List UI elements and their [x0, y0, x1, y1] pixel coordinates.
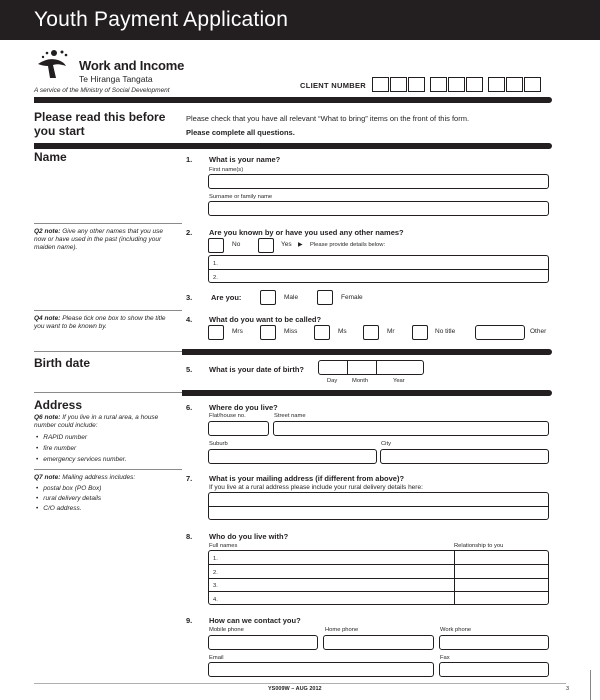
home-phone-label: Home phone	[325, 627, 359, 633]
title-no-title-checkbox[interactable]	[412, 325, 428, 340]
city-label: City	[381, 441, 391, 447]
form-title: Youth Payment Application	[34, 8, 289, 31]
intro-line-2: Please complete all questions.	[186, 128, 295, 137]
title-miss-label: Miss	[284, 328, 298, 335]
title-miss-checkbox[interactable]	[260, 325, 276, 340]
client-number-field[interactable]	[372, 77, 542, 92]
q2-details-label: Please provide details below:	[310, 242, 386, 248]
q6-note-label: Q6 note:	[34, 414, 61, 421]
street-name-input[interactable]	[273, 421, 549, 436]
section-heading-name: Name	[34, 150, 67, 164]
title-mrs-label: Mrs	[232, 328, 243, 335]
section-rule	[34, 143, 552, 149]
household-row-1[interactable]: 1.	[213, 556, 218, 562]
title-other-input[interactable]	[475, 325, 525, 340]
first-name-input[interactable]	[208, 174, 549, 189]
q5-question: What is your date of birth?	[209, 365, 304, 374]
q7-question: What is your mailing address (if different from above)?	[209, 474, 405, 483]
client-number-digit[interactable]	[430, 77, 447, 92]
street-name-label: Street name	[274, 413, 306, 419]
client-number-digit[interactable]	[488, 77, 505, 92]
arrow-right-icon: ▶	[298, 242, 303, 248]
brand	[79, 58, 184, 84]
q7-note-text: Mailing address includes:	[62, 474, 136, 481]
q2-note	[34, 228, 172, 252]
household-row-3[interactable]: 3.	[213, 583, 218, 589]
other-names-table	[208, 255, 549, 283]
dob-year-label: Year	[393, 378, 405, 384]
q2-note-text: Give any other names that you use now or have used in the past (including your maiden name).	[34, 228, 163, 251]
divider	[34, 310, 182, 311]
brand-subtitle: Te Hiranga Tangata	[79, 74, 153, 84]
work-phone-input[interactable]	[439, 635, 549, 650]
page-edge	[590, 670, 600, 700]
client-number-digit[interactable]	[390, 77, 407, 92]
date-of-birth-field[interactable]	[318, 360, 424, 375]
q6-question: Where do you live?	[209, 403, 278, 412]
q3-question: Are you:	[211, 293, 242, 302]
q2-no-checkbox[interactable]	[208, 238, 224, 253]
q2-no-label: No	[232, 241, 241, 248]
divider	[34, 469, 182, 470]
client-number-digit[interactable]	[466, 77, 483, 92]
divider	[34, 223, 182, 224]
female-checkbox[interactable]	[317, 290, 333, 305]
dob-month-label: Month	[352, 378, 369, 384]
q7-note-item: • postal box (PO Box)	[36, 485, 101, 492]
full-names-header: Full names	[209, 543, 238, 549]
q2-question: Are you known by or have you used any other names?	[209, 228, 404, 237]
mobile-phone-input[interactable]	[208, 635, 318, 650]
section-rule	[182, 390, 552, 396]
work-and-income-logo-icon	[34, 48, 74, 80]
q4-question: What do you want to be called?	[209, 315, 322, 324]
client-number-digit[interactable]	[372, 77, 389, 92]
q6-number: 6.	[186, 403, 193, 412]
flat-house-no-label: Flat/house no.	[209, 413, 246, 419]
household-table	[208, 550, 549, 605]
suburb-label: Suburb	[209, 441, 228, 447]
q6-note-item: • RAPID number	[36, 434, 87, 441]
female-label: Female	[341, 294, 363, 301]
q4-note-text: Please tick one box to show the title you want to be known by.	[34, 315, 166, 330]
divider	[34, 392, 182, 393]
q6-note-text: If you live in a rural area, a house number could include:	[34, 414, 159, 429]
service-line: A service of the Ministry of Social Development	[34, 87, 170, 94]
q7-note-label: Q7 note:	[34, 474, 61, 481]
q4-note	[34, 315, 172, 331]
household-row-2[interactable]: 2.	[213, 570, 218, 576]
q4-number: 4.	[186, 315, 193, 324]
title-mrs-checkbox[interactable]	[208, 325, 224, 340]
mailing-address-input[interactable]	[208, 492, 549, 520]
other-names-row-1[interactable]: 1.	[213, 261, 218, 267]
form-code: YS009W – AUG 2012	[268, 686, 322, 692]
email-input[interactable]	[208, 662, 434, 677]
other-names-row-2[interactable]: 2.	[213, 275, 218, 281]
home-phone-input[interactable]	[323, 635, 434, 650]
section-rule	[34, 97, 552, 103]
title-other-label: Other	[530, 328, 547, 335]
client-number-digit[interactable]	[506, 77, 523, 92]
q2-number: 2.	[186, 228, 193, 237]
intro-line-1: Please check that you have all relevant “What to bring” items on the front of this form.	[186, 114, 470, 123]
client-number-digit[interactable]	[448, 77, 465, 92]
dob-day-label: Day	[327, 378, 338, 384]
email-label: Email	[209, 655, 224, 661]
q5-number: 5.	[186, 365, 193, 374]
q2-yes-checkbox[interactable]	[258, 238, 274, 253]
client-number-label: CLIENT NUMBER	[300, 81, 366, 90]
work-phone-label: Work phone	[440, 627, 472, 633]
q7-note-item: • rural delivery details	[36, 495, 101, 502]
section-heading-birth-date: Birth date	[34, 356, 91, 370]
q2-note-label: Q2 note:	[34, 228, 61, 235]
q7-instruction: If you live at a rural address please include your rural delivery details here:	[209, 484, 423, 491]
first-name-label: First name(s)	[209, 167, 244, 173]
page-number: 3	[566, 686, 570, 692]
city-input[interactable]	[380, 449, 549, 464]
brand-name: Work and Income	[79, 58, 185, 73]
male-label: Male	[284, 294, 299, 301]
q6-note	[34, 414, 172, 430]
title-ms-checkbox[interactable]	[314, 325, 330, 340]
q3-number: 3.	[186, 293, 193, 302]
q6-note-item: • fire number	[36, 445, 76, 452]
title-no-title-label: No title	[435, 328, 456, 335]
surname-input[interactable]	[208, 201, 549, 216]
q8-question: Who do you live with?	[209, 532, 289, 541]
q9-question: How can we contact you?	[209, 616, 301, 625]
q6-note-item: • emergency services number.	[36, 456, 127, 463]
title-bar	[0, 0, 600, 40]
client-number-digit[interactable]	[524, 77, 541, 92]
title-ms-label: Ms	[338, 328, 347, 335]
relationship-header: Relationship to you	[454, 543, 504, 549]
q1-question: What is your name?	[209, 155, 281, 164]
q2-yes-label: Yes	[281, 241, 292, 248]
q7-number: 7.	[186, 474, 193, 483]
household-row-4[interactable]: 4.	[213, 597, 218, 603]
q7-note-item: • C/O address.	[36, 505, 82, 512]
flat-house-no-input[interactable]	[208, 421, 269, 436]
title-mr-label: Mr	[387, 328, 395, 335]
male-checkbox[interactable]	[260, 290, 276, 305]
intro-heading: Please read this before you start	[34, 110, 166, 138]
client-number-digit[interactable]	[408, 77, 425, 92]
section-heading-address: Address	[34, 398, 83, 412]
q8-number: 8.	[186, 532, 193, 541]
surname-label: Surname or family name	[209, 194, 273, 200]
divider	[34, 351, 182, 352]
q1-number: 1.	[186, 155, 193, 164]
q9-number: 9.	[186, 616, 193, 625]
suburb-input[interactable]	[208, 449, 377, 464]
fax-label: Fax	[440, 655, 450, 661]
fax-input[interactable]	[439, 662, 549, 677]
title-mr-checkbox[interactable]	[363, 325, 379, 340]
q7-note	[34, 474, 172, 482]
section-rule	[182, 349, 552, 355]
q4-note-label: Q4 note:	[34, 315, 61, 322]
footer-divider	[34, 683, 566, 684]
mobile-phone-label: Mobile phone	[209, 627, 244, 633]
